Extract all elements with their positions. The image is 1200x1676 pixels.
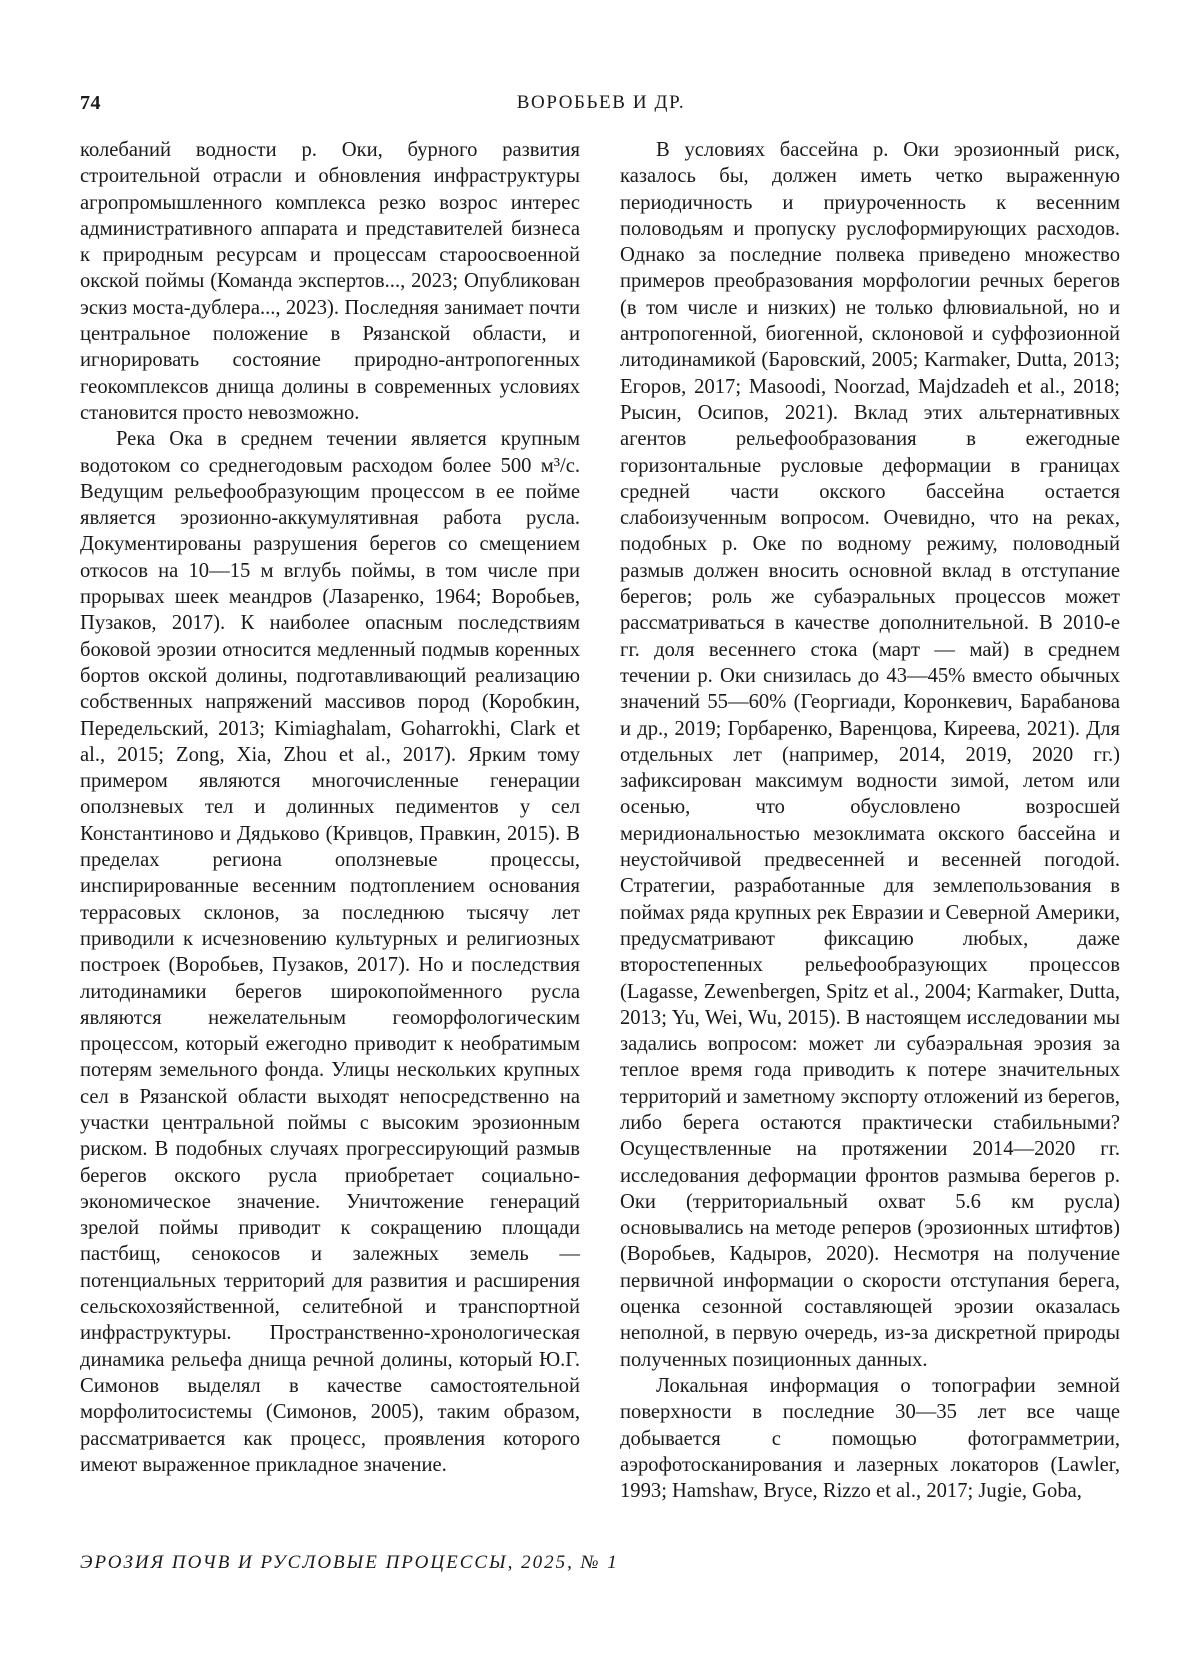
right-column <box>620 137 1120 1504</box>
journal-footer: ЭРОЗИЯ ПОЧВ И РУСЛОВЫЕ ПРОЦЕССЫ, 2025, № 1 <box>80 1552 619 1573</box>
paragraph: Локальная информация о топографии земной поверхности в последние 30—35 лет все чаще добывается с помощью фотограмметрии, аэрофотосканирования и лазерных локаторов (Lawler, 1993; Hamshaw, Bryce, Rizzo et al., 2017; Jugie, Goba, <box>620 1374 1120 1503</box>
left-column <box>80 137 580 1478</box>
running-head <box>80 92 1122 122</box>
paragraph: колебаний водности р. Оки, бурного развития строительной отрасли и обновления инфраструктуры агропромышленного комплекса резко возрос интерес административного аппарата и представителей бизнеса к природным ресурсам и процессам староосвоенной окской поймы (Команда экспертов..., 2023; Опубликован эскиз моста-дублера..., 2023). Последняя занимает почти центральное положение в Рязанской области, и игнорировать состояние природно-антропогенных геокомплексов днища долины в современных условиях становится просто невозможно. <box>80 139 580 424</box>
paragraph: Река Ока в среднем течении является крупным водотоком со среднегодовым расходом более 500 м³/с. Ведущим рельефообразующим процессом в ее пойме является эрозионно-аккумулятивная работа русла. Документированы разрушения берегов со смещением откосов на 10—15 м вглубь поймы, в том числе при прорывах шеек меандров (Лазаренко, 1964; Воробьев, Пузаков, 2017). К наиболее опасным последствиям боковой эрозии относится медленный подмыв коренных бортов окской долины, подготавливающий реализацию собственных напряжений массивов пород (Коробкин, Передельский, 2013; Kimiaghalam, Goharrokhi, Clark et al., 2015; Zong, Xia, Zhou et al., 2017). Ярким тому примером являются многочисленные генерации оползневых тел и долинных педиментов у сел Константиново и Дядьково (Кривцов, Правкин, 2015). В пределах региона оползневые процессы, инспирированные весенним подтоплением основания террасовых склонов, за последнюю тысячу лет приводили к исчезновению культурных и религиозных построек (Воробьев, Пузаков, 2017). Но и последствия литодинамики берегов широкопойменного русла являются нежелательным геоморфологическим процессом, который ежегодно приводит к необратимым потерям земельного фонда. Улицы нескольких крупных сел в Рязанской области выходят непосредственно на участки центральной поймы с высоким эрозионным риском. В подобных случаях прогрессирующий размыв берегов окского русла приобретает социально-экономическое значение. Уничтожение генераций зрелой поймы приводит к сокращению площади пастбищ, сенокосов и залежных земель — потенциальных территорий для развития и расширения сельскохозяйственной, селитебной и транспортной инфраструктуры. Пространственно-хронологическая динамика рельефа днища речной долины, который Ю.Г. Симонов выделял в качестве самостоятельной морфолитосистемы (Симонов, 2005), таким образом, рассматривается как процесс, проявления которого имеют выраженное прикладное значение. <box>80 428 580 1476</box>
page-number: 74 <box>80 92 101 114</box>
running-title: ВОРОБЬЕВ И ДР. <box>516 92 686 113</box>
paragraph: В условиях бассейна р. Оки эрозионный риск, казалось бы, должен иметь четко выраженную периодичность и приуроченность к весенним половодьям и пропуску руслоформирующих расходов. Однако за последние полвека приведено множество примеров преобразования морфологии речных берегов (в том числе и низких) не только флювиальной, но и антропогенной, биогенной, склоновой и суффозионной литодинамикой (Баровский, 2005; Karmaker, Dutta, 2013; Егоров, 2017; Masoodi, Noorzad, Majdzadeh et al., 2018; Рысин, Осипов, 2021). Вклад этих альтернативных агентов рельефообразования в ежегодные горизонтальные русловые деформации в границах средней части окского бассейна остается слабоизученным вопросом. Очевидно, что на реках, подобных р. Оке по водному режиму, половодный размыв должен вносить основной вклад в отступание берегов; роль же субаэральных процессов может рассматриваться в качестве дополнительной. В 2010-е гг. доля весеннего стока (март — май) в среднем течении р. Оки снизилась до 43—45% вместо обычных значений 55—60% (Георгиади, Коронкевич, Барабанова и др., 2019; Горбаренко, Варенцова, Киреева, 2021). Для отдельных лет (например, 2014, 2019, 2020 гг.) зафиксирован максимум водности зимой, летом или осенью, что обусловлено возросшей меридиональностью мезоклимата окского бассейна и неустойчивой предвесенней и весенней погодой. Стратегии, разработанные для землепользования в поймах ряда крупных рек Евразии и Северной Америки, предусматривают фиксацию любых, даже второстепенных рельефообразующих процессов (Lagasse, Zewenbergen, Spitz et al., 2004; Karmaker, Dutta, 2013; Yu, Wei, Wu, 2015). В настоящем исследовании мы задались вопросом: может ли субаэральная эрозия за теплое время года приводить к потере значительных территорий и заметному экспорту отложений из берегов, либо берега остаются практически стабильными? Осуществленные на протяжении 2014—2020 гг. исследования деформации фронтов размыва берегов р. Оки (территориальный охват 5.6 км русла) основывались на методе реперов (эрозионных штифтов) (Воробьев, Кадыров, 2020). Несмотря на получение первичной информации о скорости отступания берега, оценка сезонной составляющей эрозии оказалась неполной, в первую очередь, из-за дискретной природы полученных позиционных данных. <box>620 139 1120 1371</box>
